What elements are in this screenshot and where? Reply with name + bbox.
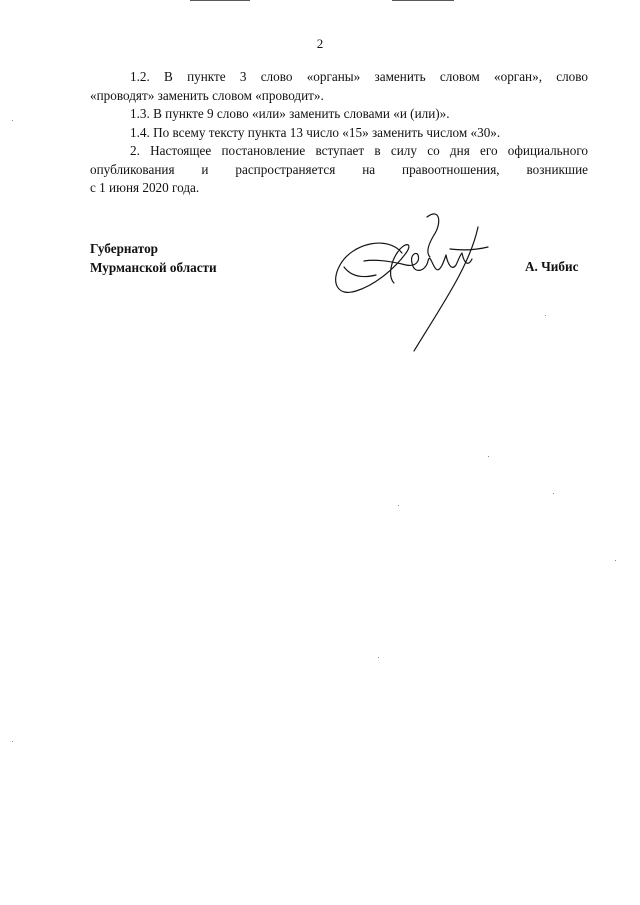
signature-stroke: [427, 214, 439, 257]
paragraph-1-3: 1.3. В пункте 9 слово «или» заменить словами «и (или)».: [130, 106, 450, 121]
scan-speck: [398, 505, 399, 506]
signature-stroke: [336, 243, 409, 292]
scan-speck: [378, 657, 379, 658]
paragraph-1-4: 1.4. По всему тексту пункта 13 число «15» заменить числом «30».: [130, 124, 501, 140]
handwritten-signature: [330, 205, 500, 355]
paragraph-2-line-1: 2. Настоящее постановление вступает в силу со дня его официального: [130, 143, 588, 158]
paragraph-2-line-2: опубликования и распространяется на правоотношения, возникшие: [90, 161, 588, 177]
signatory-title: [90, 240, 217, 277]
scan-speck: [545, 315, 546, 316]
page-number: 2: [316, 36, 324, 51]
paragraph-1-2-line-1: 1.2. В пункте 3 слово «органы» заменить словом «орган», слово: [130, 69, 588, 84]
scan-edge-line: [392, 0, 454, 1]
scan-speck: [12, 741, 13, 742]
signatory-title-line-2: Мурманской области: [90, 259, 217, 275]
signature-stroke: [414, 227, 478, 351]
scan-speck: [488, 456, 489, 457]
scan-edge-line: [190, 0, 250, 1]
document-body: [90, 68, 588, 198]
signature-stroke: [344, 267, 376, 277]
signatory-title-line-1: Губернатор: [90, 241, 158, 256]
paragraph-1-2-line-2: «проводят» заменить словом «проводит».: [90, 87, 324, 103]
scan-speck: [615, 560, 616, 561]
scan-speck: [12, 120, 13, 121]
paragraph-2-line-3: с 1 июня 2020 года.: [90, 180, 200, 195]
scan-speck: [553, 493, 554, 494]
signature-stroke: [364, 253, 472, 270]
signatory-name: А. Чибис: [525, 259, 579, 274]
signature-stroke: [450, 247, 488, 250]
